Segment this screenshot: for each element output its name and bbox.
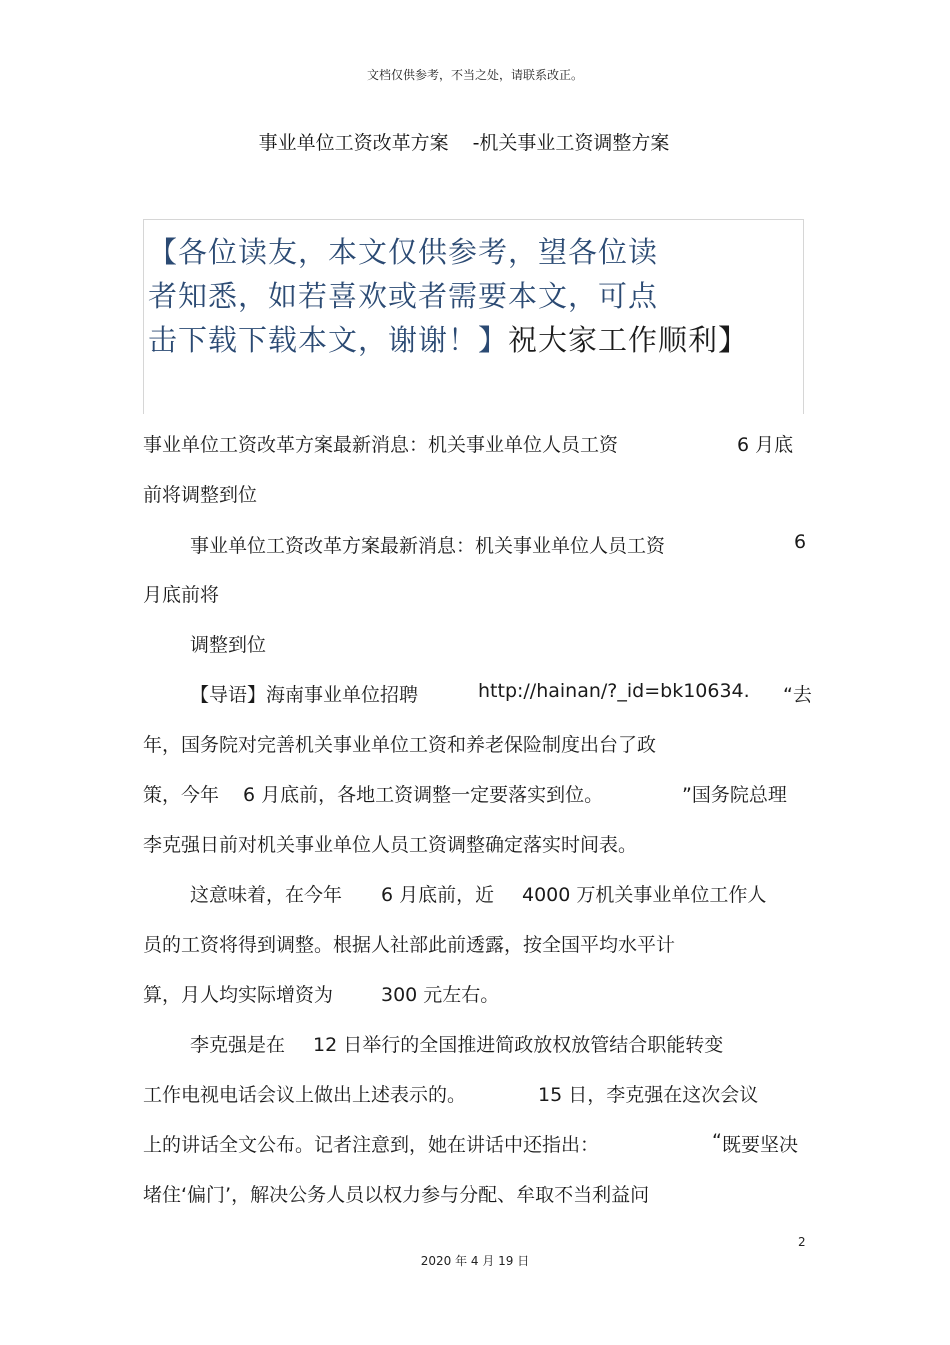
line-2: 前将调整到位 bbox=[143, 484, 258, 506]
page-number: 2 bbox=[798, 1235, 806, 1249]
line-8a: 策，今年 bbox=[143, 784, 220, 806]
line-12a: 算，月人均实际增资为 bbox=[143, 984, 334, 1006]
title-main: 事业单位工资改革方案 bbox=[258, 132, 449, 154]
line-1a: 事业单位工资改革方案最新消息：机关事业单位人员工资 bbox=[143, 434, 619, 456]
line-13a: 李克强是在 bbox=[190, 1034, 286, 1056]
title-sub: -机关事业工资调整方案 bbox=[472, 132, 670, 154]
line-15a: 上的讲话全文公布。记者注意到，她在讲话中还指出： bbox=[143, 1134, 600, 1156]
line-15b: “ bbox=[712, 1130, 722, 1152]
line-12b: 300 元左右。 bbox=[381, 984, 500, 1006]
line-3b: 6 bbox=[794, 531, 807, 553]
line-10a: 这意味着，在今年 bbox=[190, 884, 343, 906]
banner-line-1: 【各位读友，本文仅供参考，望各位读 bbox=[148, 235, 659, 269]
source-link[interactable]: http://hainan/?_id=bk10634. bbox=[478, 680, 750, 702]
line-10b: 6 月底前，近 bbox=[381, 884, 495, 906]
line-6c: “去 bbox=[783, 684, 812, 706]
banner-line-3 bbox=[148, 318, 748, 359]
banner-line-3a: 击下载下载本文，谢谢！】 bbox=[148, 323, 509, 357]
line-11: 员的工资将得到调整。根据人社部此前透露，按全国平均水平计 bbox=[143, 934, 676, 956]
line-15c: 既要坚决 bbox=[722, 1134, 799, 1156]
line-1b: 6 月底 bbox=[737, 434, 794, 456]
line-4: 月底前将 bbox=[143, 584, 220, 606]
line-7: 年，国务院对完善机关事业单位工资和养老保险制度出台了政 bbox=[143, 734, 657, 756]
line-6a: 【导语】海南事业单位招聘 bbox=[190, 684, 419, 706]
banner-line-2: 者知悉，如若喜欢或者需要本文，可点 bbox=[148, 279, 659, 313]
reader-notice-banner bbox=[143, 219, 804, 414]
footer-date: 2020 年 4 月 19 日 bbox=[420, 1254, 530, 1268]
header-note: 文档仅供参考，不当之处，请联系改正。 bbox=[366, 68, 583, 82]
line-8c: ”国务院总理 bbox=[682, 784, 787, 806]
line-3a: 事业单位工资改革方案最新消息：机关事业单位人员工资 bbox=[190, 535, 666, 557]
line-13b: 12 日举行的全国推进简政放权放管结合职能转变 bbox=[313, 1034, 724, 1056]
line-14b: 15 日，李克强在这次会议 bbox=[538, 1084, 759, 1106]
line-14a: 工作电视电话会议上做出上述表示的。 bbox=[143, 1084, 467, 1106]
line-5: 调整到位 bbox=[190, 634, 267, 656]
line-8b: 6 月底前，各地工资调整一定要落实到位。 bbox=[243, 784, 604, 806]
line-9: 李克强日前对机关事业单位人员工资调整确定落实时间表。 bbox=[143, 834, 638, 856]
line-16: 堵住‘偏门’，解决公务人员以权力参与分配、牟取不当利益问 bbox=[143, 1184, 650, 1206]
line-10c: 4000 万机关事业单位工作人 bbox=[522, 884, 767, 906]
document-title bbox=[0, 128, 928, 155]
banner-line-3b: 祝大家工作顺利】 bbox=[508, 323, 749, 357]
